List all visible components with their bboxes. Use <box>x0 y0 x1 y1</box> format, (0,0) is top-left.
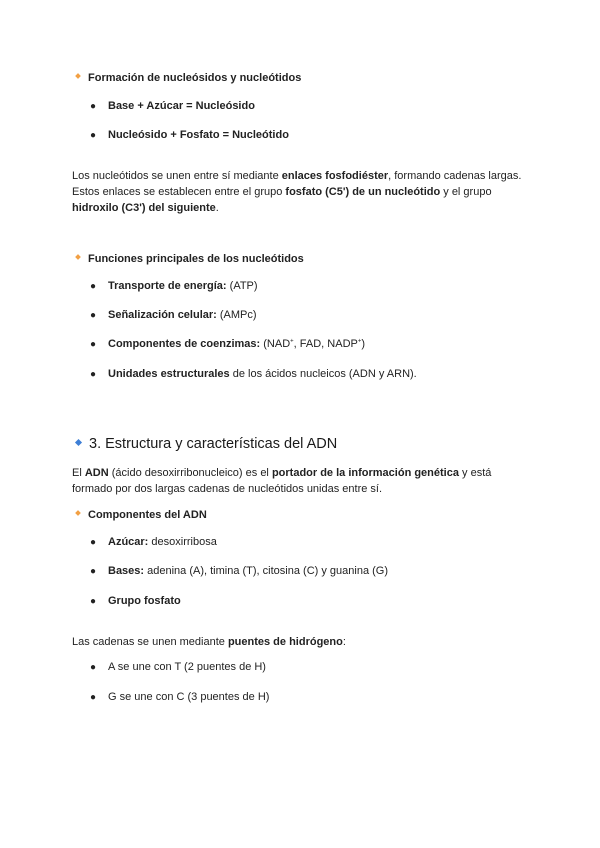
bullet-icon: ● <box>90 130 97 141</box>
bullet-icon: ● <box>90 596 97 607</box>
bullet-icon: ● <box>90 692 97 703</box>
subheading-adn-components: Componentes del ADN <box>76 509 207 521</box>
list-item: ● Transporte de energía: (ATP) <box>90 280 258 292</box>
list-item: ● Bases: adenina (A), timina (T), citosina (C) y guanina (G) <box>90 565 388 577</box>
bullet-icon: ● <box>90 662 97 673</box>
list-item: ● Azúcar: desoxirribosa <box>90 536 217 548</box>
bullet-icon: ● <box>90 566 97 577</box>
diamond-bullet-icon <box>75 510 81 516</box>
bullet-icon: ● <box>90 281 97 292</box>
bullet-icon: ● <box>90 339 97 350</box>
list-item: ● G se une con C (3 puentes de H) <box>90 691 270 703</box>
subheading-nucleotide-functions: Funciones principales de los nucleótidos <box>76 253 304 265</box>
diamond-bullet-icon <box>75 254 81 260</box>
subheading-nucleoside-formation: Formación de nucleósidos y nucleótidos <box>76 72 301 84</box>
list-item: ● A se une con T (2 puentes de H) <box>90 661 266 673</box>
paragraph-phosphodiester: Los nucleótidos se unen entre sí mediante enlaces fosfodiéster, formando cadenas largas. Estos enlaces se establecen entre el grupo fosfato (C5') de un nucleótido y el grupo hidroxilo (C3') del siguiente. <box>72 170 522 214</box>
bullet-icon: ● <box>90 310 97 321</box>
list-item: ● Señalización celular: (AMPc) <box>90 309 257 321</box>
diamond-bullet-icon <box>75 439 82 446</box>
section-heading-adn: 3. Estructura y características del ADN <box>76 436 337 452</box>
paragraph-hydrogen-bonds: Las cadenas se unen mediante puentes de hidrógeno: <box>72 636 346 648</box>
list-item: ● Unidades estructurales de los ácidos nucleicos (ADN y ARN). <box>90 368 417 380</box>
paragraph-adn-intro: El ADN (ácido desoxirribonucleico) es el portador de la información genética y está formado por dos largas cadenas de nucleótidos unidas entre sí. <box>72 467 492 495</box>
bullet-icon: ● <box>90 369 97 380</box>
list-item: ● Base + Azúcar = Nucleósido <box>90 100 255 112</box>
list-item: ● Componentes de coenzimas: (NAD+, FAD, NADP+) <box>90 338 366 350</box>
bullet-icon: ● <box>90 537 97 548</box>
list-item: ● Grupo fosfato <box>90 595 181 607</box>
bullet-icon: ● <box>90 101 97 112</box>
diamond-bullet-icon <box>75 73 81 79</box>
list-item: ● Nucleósido + Fosfato = Nucleótido <box>90 129 289 141</box>
